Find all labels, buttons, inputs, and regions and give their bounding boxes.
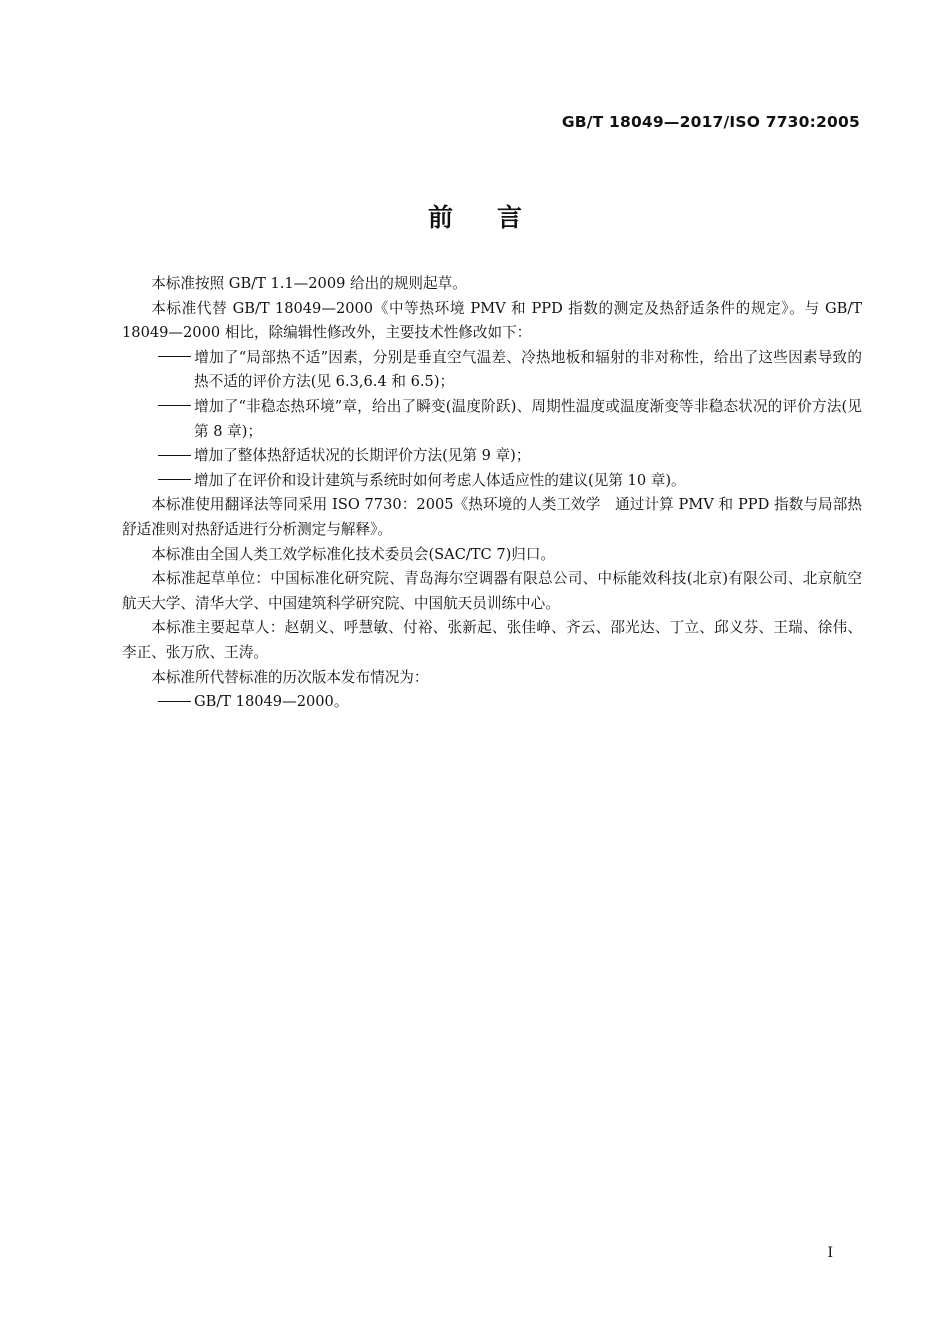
- list-item-change: [122, 469, 862, 494]
- foreword-body: [122, 272, 862, 715]
- paragraph-replacement: 本标准代替 GB/T 18049—2000《中等热环境 PMV 和 PPD 指数的测定及热舒适条件的规定》。与 GB/T 18049—2000 相比，除编辑性修改外，主要技术性修改如下：: [122, 299, 862, 342]
- change-text: 增加了“非稳态热环境”章，给出了瞬变(温度阶跃)、周期性温度或温度渐变等非稳态状况的评价方法(见第 8 章)；: [194, 397, 862, 440]
- dash-mark: [158, 346, 194, 371]
- standard-code: GB/T 18049—2017/ISO 7730:2005: [561, 113, 860, 131]
- history-text: GB/T 18049—2000。: [194, 693, 349, 711]
- list-item-history: [122, 690, 862, 715]
- paragraph-drafters: 本标准主要起草人：赵朝义、呼慧敏、付裕、张新起、张佳峥、齐云、邵光达、丁立、邱义芬、王瑞、徐伟、李正、张万欣、王涛。: [122, 619, 862, 661]
- change-text: 增加了“局部热不适”因素，分别是垂直空气温差、冷热地板和辐射的非对称性，给出了这些因素导致的热不适的评价方法(见 6.3,6.4 和 6.5)；: [194, 348, 862, 391]
- paragraph-committee: 本标准由全国人类工效学标准化技术委员会(SAC/TC 7)归口。: [151, 545, 556, 563]
- change-text: 增加了在评价和设计建筑与系统时如何考虑人体适应性的建议(见第 10 章)。: [194, 471, 686, 489]
- dash-mark: [158, 690, 194, 715]
- paragraph-translation-method: 本标准使用翻译法等同采用 ISO 7730：2005《热环境的人类工效学 通过计算 PMV 和 PPD 指数与局部热舒适准则对热舒适进行分析测定与解释》。: [122, 496, 862, 538]
- paragraph-history-intro: 本标准所代替标准的历次版本发布情况为：: [151, 668, 429, 686]
- dash-mark: [158, 444, 194, 469]
- dash-mark: [158, 395, 194, 420]
- dash-mark: [158, 469, 194, 494]
- paragraph-drafting-rule: 本标准按照 GB/T 1.1—2009 给出的规则起草。: [151, 275, 467, 292]
- page-number: I: [827, 1245, 833, 1261]
- page-title: 前言: [427, 203, 566, 232]
- list-item-change: [122, 444, 862, 469]
- change-text: 增加了整体热舒适状况的长期评价方法(见第 9 章)；: [194, 447, 531, 465]
- list-item-change: [122, 346, 862, 395]
- paragraph-drafting-units: 本标准起草单位：中国标准化研究院、青岛海尔空调器有限总公司、中标能效科技(北京)有限公司、北京航空航天大学、清华大学、中国建筑科学研究院、中国航天员训练中心。: [122, 570, 862, 612]
- list-item-change: [122, 395, 862, 444]
